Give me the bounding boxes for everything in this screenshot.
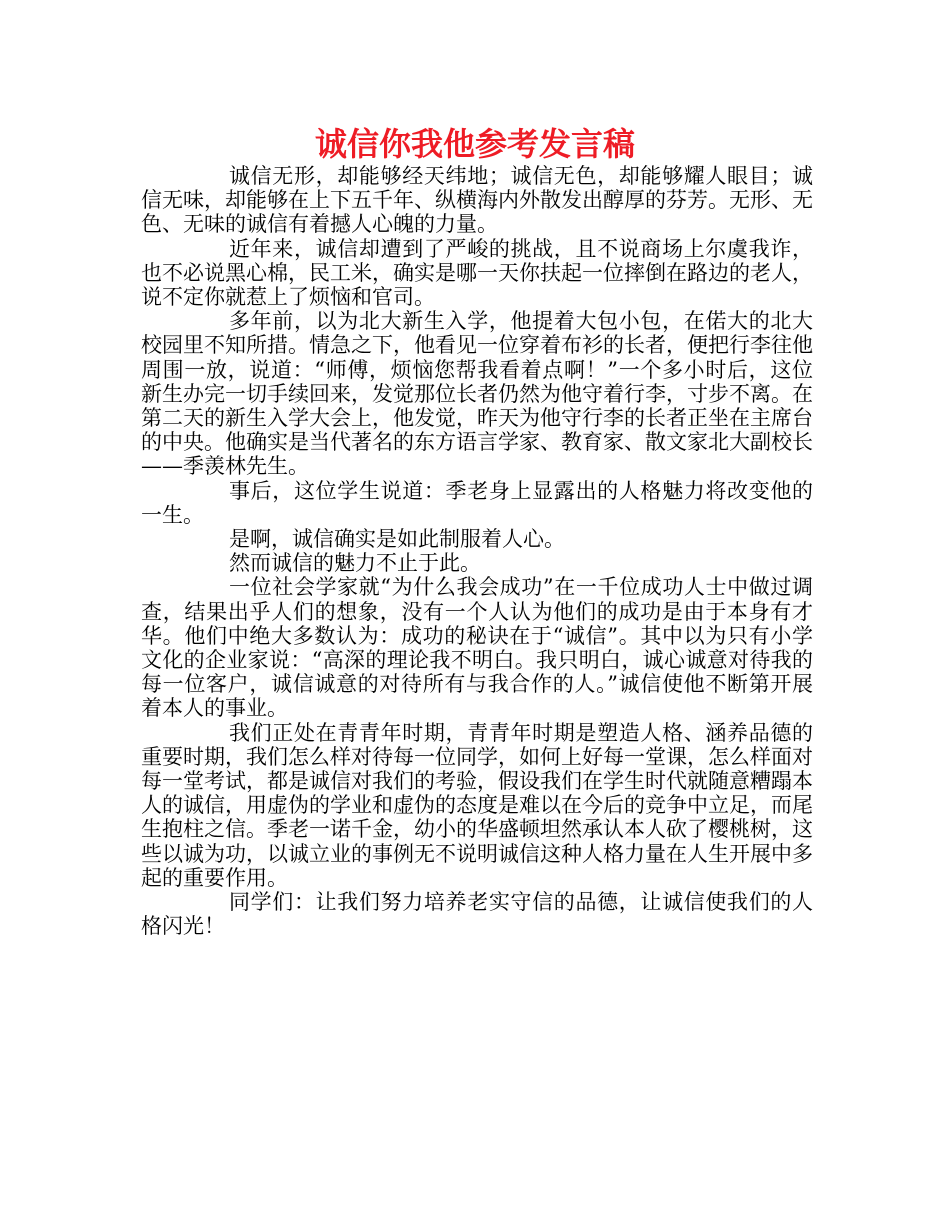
paragraph: 是啊，诚信确实是如此制服着人心。 xyxy=(229,527,565,552)
document-body xyxy=(141,164,813,939)
document-title: 诚信你我他参考发言稿 xyxy=(314,125,635,163)
paragraph: 多年前，以为北大新生入学，他提着大包小包，在偌大的北大校园里不知所措。情急之下，他看见一位穿着布衫的长者，便把行李往他周围一放，说道：“师傅，烦恼您帮我看着点啊！”一个多小时后，这位新生办完一切手续回来，发觉那位长者仍然为他守着行李，寸步不离。在第二天的新生入学大会上，他发觉，昨天为他守行李的长者正坐在主席台的中央。他确实是当代著名的东方语言学家、教育家、散文家北大副校长——季羡林先生。 xyxy=(141,309,813,479)
paragraph: 我们正处在青青年时期，青青年时期是塑造人格、涵养品德的重要时期，我们怎么样对待每一位同学，如何上好每一堂课，怎么样面对每一堂考试，都是诚信对我们的考验，假设我们在学生时代就随意糟蹋本人的诚信，用虚伪的学业和虚伪的态度是难以在今后的竞争中立足，而尾生抱柱之信。季老一诺千金，幼小的华盛顿坦然承认本人砍了樱桃树，这些以诚为功，以诚立业的事例无不说明诚信这种人格力量在人生开展中多起的重要作用。 xyxy=(141,720,813,890)
paragraph: 事后，这位学生说道：季老身上显露出的人格魅力将改变他的一生。 xyxy=(141,478,813,527)
paragraph: 诚信无形，却能够经天纬地；诚信无色，却能够耀人眼目；诚信无味，却能够在上下五千年、纵横海内外散发出醇厚的芬芳。无形、无色、无味的诚信有着撼人心魄的力量。 xyxy=(141,164,813,237)
paragraph: 近年来，诚信却遭到了严峻的挑战，且不说商场上尔虞我诈，也不必说黑心棉，民工米，确实是哪一天你扶起一位摔倒在路边的老人，说不定你就惹上了烦恼和官司。 xyxy=(141,236,813,310)
paragraph: 然而诚信的魅力不止于此。 xyxy=(229,551,481,576)
paragraph: 一位社会学家就“为什么我会成功”在一千位成功人士中做过调查，结果出乎人们的想象，没有一个人认为他们的成功是由于本身有才华。他们中绝大多数认为：成功的秘诀在于“诚信”。其中以为只有小学文化的企业家说：“高深的理论我不明白。我只明白，诚心诚意对待我的每一位客户，诚信诚意的对待所有与我合作的人。”诚信使他不断第开展着本人的事业。 xyxy=(141,575,813,721)
paragraph: 同学们：让我们努力培养老实守信的品德，让诚信使我们的人格闪光！ xyxy=(141,890,813,939)
